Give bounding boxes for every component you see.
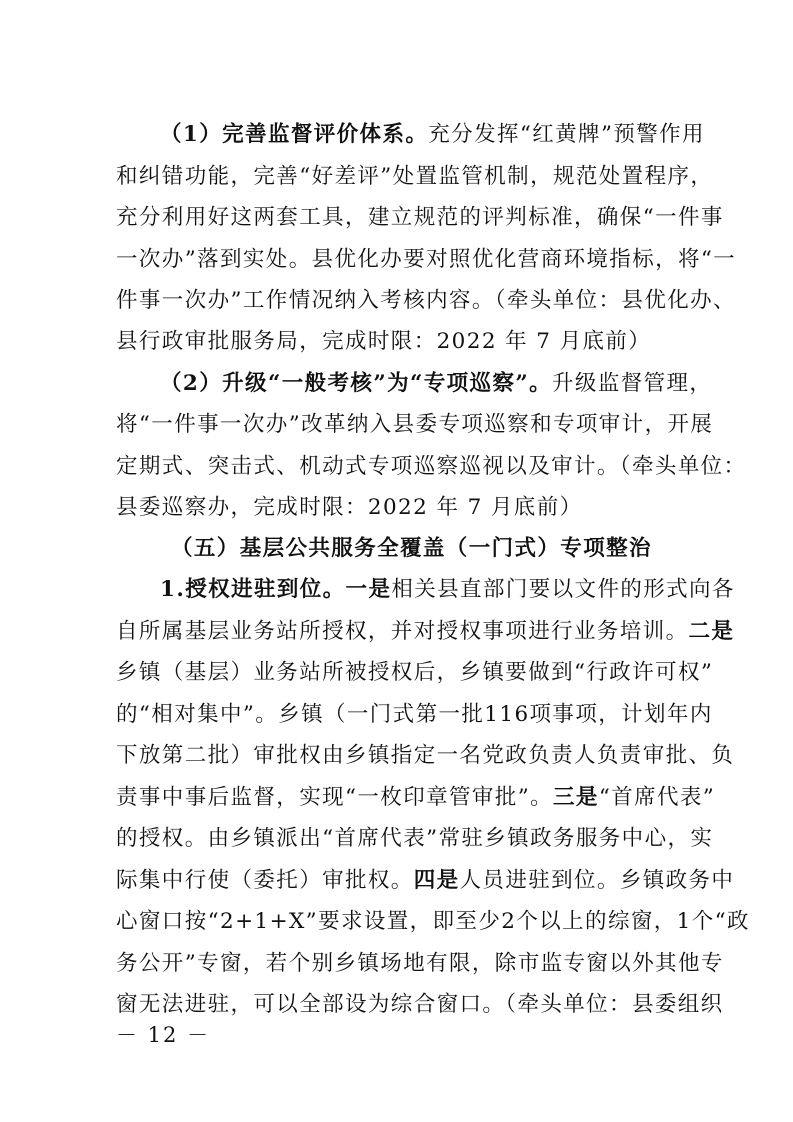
text-line bbox=[116, 410, 713, 440]
text-line bbox=[116, 203, 724, 233]
text-segment: 的授权。由乡镇派出“首席代表”常驻乡镇政务服务中心，实 bbox=[116, 826, 714, 851]
text-line bbox=[116, 783, 715, 813]
bold-text-segment: 三是 bbox=[553, 785, 599, 810]
text-line bbox=[116, 658, 713, 688]
text-segment: 相关县直部门要以文件的形式向各 bbox=[391, 577, 735, 602]
text-line bbox=[116, 162, 713, 192]
text-segment: 乡镇（基层）业务站所被授权后，乡镇要做到“行政许可权” bbox=[116, 660, 714, 685]
text-line bbox=[171, 534, 652, 564]
text-segment: 心窗口按“2+1+X”要求设置，即至少2个以上的综窗，1个“政 bbox=[116, 909, 750, 934]
bold-text-segment: 二是 bbox=[688, 619, 735, 644]
text-segment: 充分利用好这两套工具，建立规范的评判标准，确保“一件事 bbox=[116, 205, 724, 230]
text-line bbox=[116, 949, 724, 979]
text-line bbox=[116, 286, 736, 316]
text-line bbox=[116, 493, 583, 523]
text-segment: 将“一件事一次办”改革纳入县委专项巡察和专项审计，开展 bbox=[116, 412, 714, 437]
text-segment: 升级监督管理， bbox=[552, 371, 713, 396]
text-segment: 的“相对集中”。乡镇（一门式第一批116项事项，计划年内 bbox=[116, 702, 713, 727]
text-line bbox=[160, 575, 735, 605]
text-segment: 和纠错功能，完善“好差评”处置监管机制，规范处置程序， bbox=[116, 164, 714, 189]
text-line bbox=[116, 327, 651, 357]
page-number: － 12 － bbox=[116, 1023, 211, 1047]
text-line bbox=[116, 700, 713, 730]
text-segment: 充分发挥“红黄牌”预警作用 bbox=[428, 122, 705, 147]
text-segment: 定期式、突击式、机动式专项巡察巡视以及审计。（牵头单位： bbox=[116, 454, 747, 479]
bold-text-segment: （五）基层公共服务全覆盖（一门式）专项整治 bbox=[171, 536, 652, 561]
text-line bbox=[116, 245, 736, 275]
text-line bbox=[116, 866, 734, 896]
bold-text-segment: （1）完善监督评价体系。 bbox=[160, 122, 429, 147]
text-segment: 一次办”落到实处。县优化办要对照优化营商环境指标，将“一 bbox=[116, 247, 737, 272]
text-segment: 下放第二批）审批权由乡镇指定一名党政负责人负责审批、负 bbox=[116, 743, 735, 768]
text-segment: 责事中事后监督，实现“一枚印章管审批”。 bbox=[116, 785, 553, 810]
text-line bbox=[116, 741, 734, 771]
text-line bbox=[160, 369, 712, 399]
text-segment: 件事一次办”工作情况纳入考核内容。（牵头单位：县优化办、 bbox=[116, 288, 736, 313]
text-segment: “首席代表” bbox=[598, 785, 716, 810]
text-line bbox=[116, 824, 713, 854]
text-segment: 县行政审批服务局，完成时限：2022 年 7 月底前） bbox=[116, 329, 652, 354]
bold-text-segment: 1.授权进驻到位。 bbox=[160, 577, 346, 602]
text-line bbox=[116, 452, 746, 482]
text-line bbox=[160, 120, 705, 150]
bold-text-segment: 一是 bbox=[345, 577, 392, 602]
text-line bbox=[116, 617, 734, 647]
text-segment: 务公开”专窗，若个别乡镇场地有限，除市监专窗以外其他专 bbox=[116, 951, 724, 976]
text-segment: 自所属基层业务站所授权，并对授权事项进行业务培训。 bbox=[116, 619, 689, 644]
text-segment: 窗无法进驻，可以全部设为综合窗口。（牵头单位：县委组织 bbox=[116, 992, 724, 1017]
text-segment: 人员进驻到位。乡镇政务中 bbox=[459, 868, 735, 893]
bold-text-segment: 四是 bbox=[413, 868, 460, 893]
text-segment: 县委巡察办，完成时限：2022 年 7 月底前） bbox=[116, 495, 583, 520]
text-segment: 际集中行使（委托）审批权。 bbox=[116, 868, 414, 893]
text-line bbox=[116, 907, 750, 937]
bold-text-segment: （2）升级“一般考核”为“专项巡察”。 bbox=[160, 371, 553, 396]
text-line bbox=[116, 990, 724, 1020]
